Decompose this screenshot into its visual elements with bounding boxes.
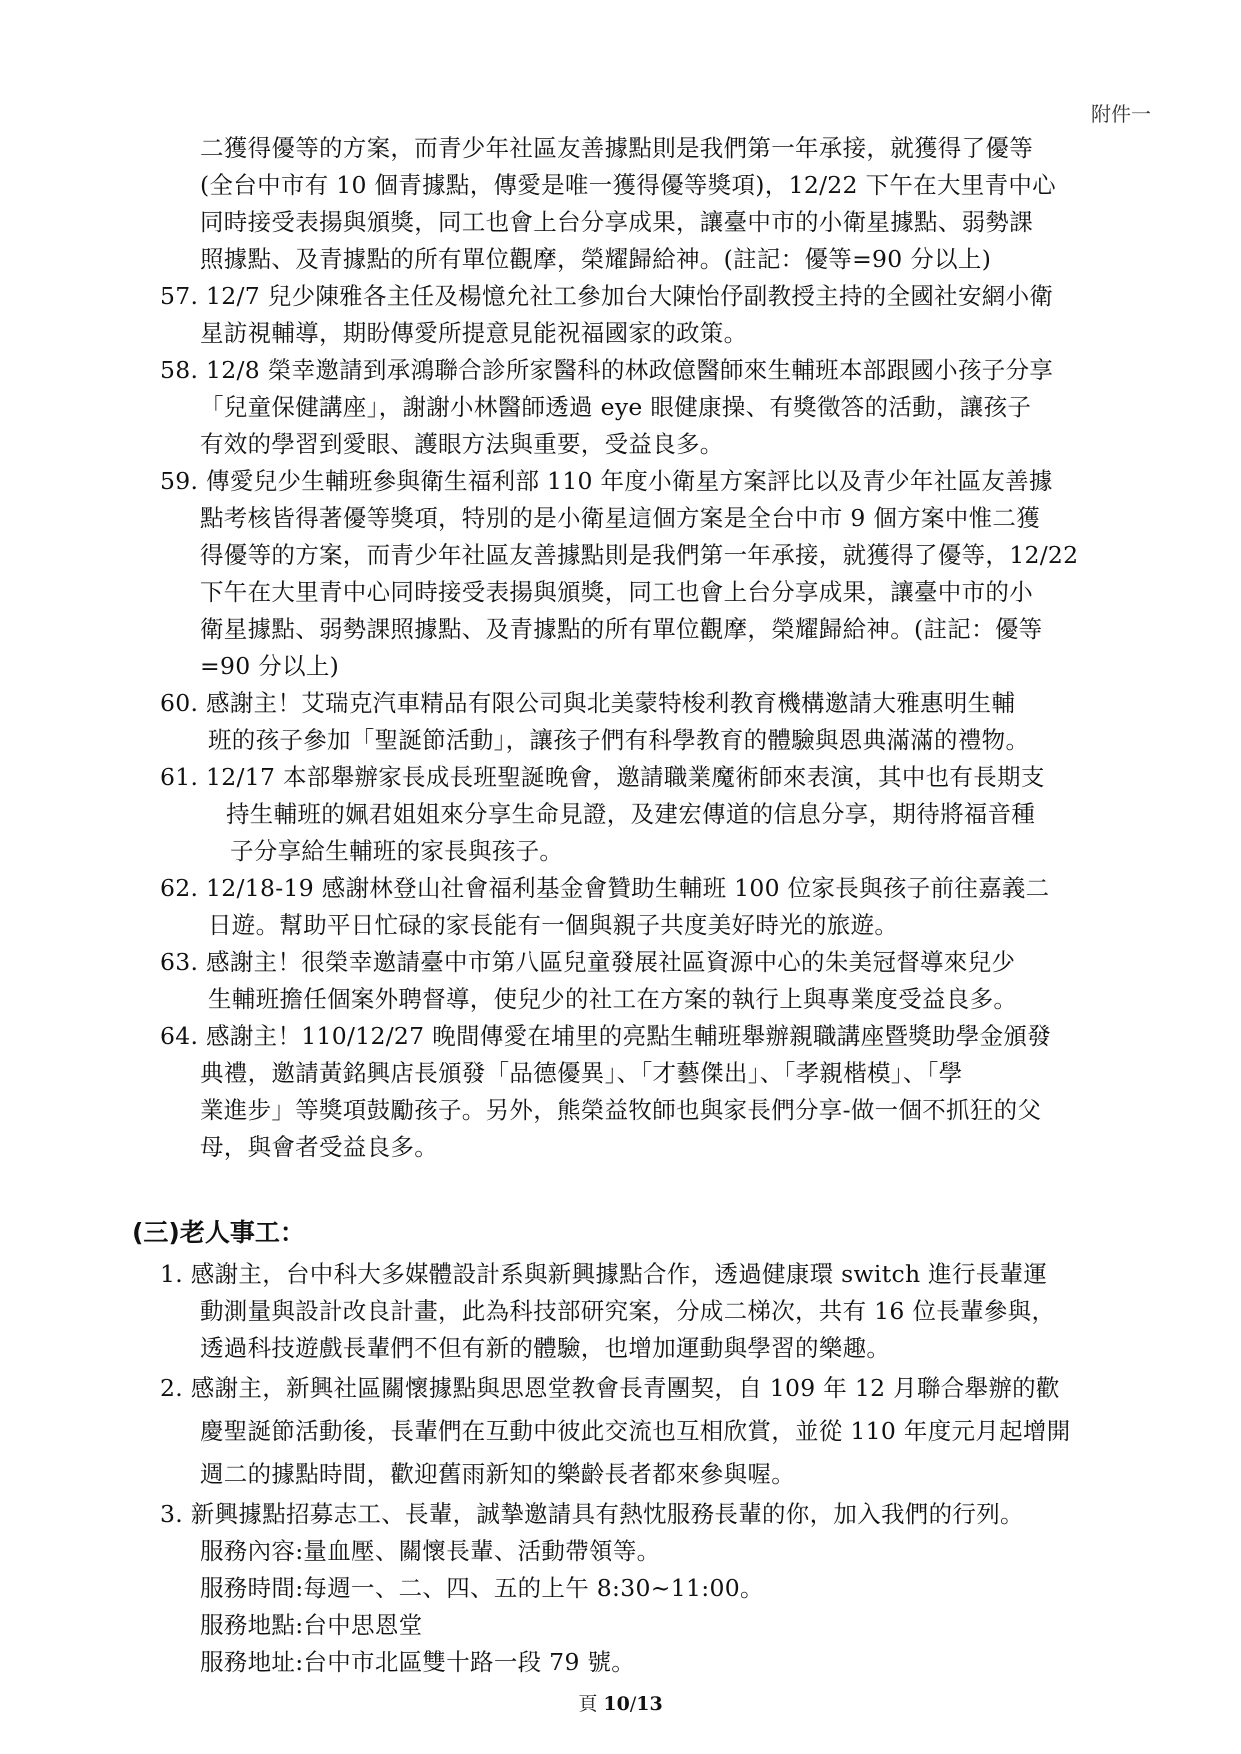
- text-line: 照據點、及青據點的所有單位觀摩，榮耀歸給神。(註記：優等=90 分以上): [200, 245, 992, 273]
- section-heading: (三)老人事工：: [132, 1218, 305, 1247]
- list-item-61: 61. 12/17 本部舉辦家長成長班聖誕晚會，邀請職業魔術師來表演，其中也有長期支: [160, 763, 1045, 791]
- text-line: 「兒童保健講座」，謝謝小林醫師透過 eye 眼健康操、有獎徵答的活動，讓孩子: [200, 393, 1032, 421]
- list-item-63: 63. 感謝主！很榮幸邀請臺中市第八區兒童發展社區資源中心的朱美冠督導來兒少: [160, 948, 1016, 976]
- text-line: 班的孩子參加「聖誕節活動」，讓孩子們有科學教育的體驗與恩典滿滿的禮物。: [208, 726, 1030, 754]
- page-separator: /: [629, 1693, 637, 1715]
- elder-item-2: 2. 感謝主，新興社區關懷據點與思恩堂教會長青團契，自 109 年 12 月聯合舉辦的歡: [160, 1374, 1060, 1402]
- service-time: 服務時間:每週一、二、四、五的上午 8:30~11:00。: [200, 1574, 764, 1602]
- attachment-label: 附件一: [1091, 102, 1151, 126]
- text-line: 有效的學習到愛眼、護眼方法與重要，受益良多。: [200, 430, 724, 458]
- list-item-58: 58. 12/8 榮幸邀請到承鴻聯合診所家醫科的林政億醫師來生輔班本部跟國小孩子分享: [160, 356, 1054, 384]
- text-line: 週二的據點時間，歡迎舊雨新知的樂齡長者都來參與喔。: [200, 1460, 795, 1488]
- page-total: 13: [636, 1693, 663, 1715]
- text-line: 持生輔班的姵君姐姐來分享生命見證，及建宏傳道的信息分享，期待將福音種: [226, 800, 1036, 828]
- text-line: 日遊。幫助平日忙碌的家長能有一個與親子共度美好時光的旅遊。: [208, 911, 899, 939]
- text-line: 二獲得優等的方案，而青少年社區友善據點則是我們第一年承接，就獲得了優等: [200, 134, 1033, 162]
- text-line: 透過科技遊戲長輩們不但有新的體驗，也增加運動與學習的樂趣。: [200, 1334, 891, 1362]
- list-item-59: 59. 傳愛兒少生輔班參與衛生福利部 110 年度小衛星方案評比以及青少年社區友善據: [160, 467, 1053, 495]
- service-place: 服務地點:台中思恩堂: [200, 1611, 423, 1639]
- text-line: 得優等的方案，而青少年社區友善據點則是我們第一年承接，就獲得了優等，12/22: [200, 541, 1079, 569]
- service-address: 服務地址:台中市北區雙十路一段 79 號。: [200, 1648, 636, 1676]
- text-line: 動測量與設計改良計畫，此為科技部研究案，分成二梯次，共有 16 位長輩參與，: [200, 1297, 1056, 1325]
- elder-item-1: 1. 感謝主，台中科大多媒體設計系與新興據點合作，透過健康環 switch 進行長輩運: [160, 1260, 1048, 1288]
- elder-item-3: 3. 新興據點招募志工、長輩，誠摯邀請具有熱忱服務長輩的你，加入我們的行列。: [160, 1500, 1024, 1528]
- text-line: =90 分以上): [200, 652, 340, 680]
- spacer: [160, 1166, 1150, 1210]
- document-body: [132, 130, 1150, 1681]
- text-line: 同時接受表揚與頒獎，同工也會上台分享成果，讓臺中市的小衛星據點、弱勢課: [200, 208, 1033, 236]
- text-line: (全台中市有 10 個青據點，傳愛是唯一獲得優等獎項)，12/22 下午在大里青中心: [200, 171, 1056, 199]
- text-line: 典禮，邀請黃銘興店長頒發「品德優異」、「才藝傑出」、「孝親楷模」、「學: [200, 1059, 963, 1087]
- text-line: 母，與會者受益良多。: [200, 1133, 438, 1161]
- page-number: 10: [603, 1693, 630, 1715]
- text-line: 慶聖誕節活動後，長輩們在互動中彼此交流也互相欣賞，並從 110 年度元月起增開: [200, 1417, 1071, 1445]
- list-item-62: 62. 12/18-19 感謝林登山社會福利基金會贊助生輔班 100 位家長與孩子前往嘉義二: [160, 874, 1050, 902]
- list-item-60: 60. 感謝主！艾瑞克汽車精品有限公司與北美蒙特梭利教育機構邀請大雅惠明生輔: [160, 689, 1016, 717]
- text-line: 點考核皆得著優等獎項，特別的是小衛星這個方案是全台中市 9 個方案中惟二獲: [200, 504, 1040, 532]
- text-line: 星訪視輔導，期盼傳愛所提意見能祝福國家的政策。: [200, 319, 748, 347]
- text-line: 生輔班擔任個案外聘督導，使兒少的社工在方案的執行上與專業度受益良多。: [208, 985, 1018, 1013]
- text-line: 業進步」等獎項鼓勵孩子。另外，熊榮益牧師也與家長們分享-做一個不抓狂的父: [200, 1096, 1042, 1124]
- page-footer: [0, 1689, 1241, 1716]
- text-line: 下午在大里青中心同時接受表揚與頒獎，同工也會上台分享成果，讓臺中市的小: [200, 578, 1033, 606]
- text-line: 子分享給生輔班的家長與孩子。: [230, 837, 564, 865]
- text-line: 衛星據點、弱勢課照據點、及青據點的所有單位觀摩，榮耀歸給神。(註記：優等: [200, 615, 1043, 643]
- service-content: 服務內容:量血壓、關懷長輩、活動帶領等。: [200, 1537, 661, 1565]
- list-item-64: 64. 感謝主！110/12/27 晚間傳愛在埔里的亮點生輔班舉辦親職講座暨獎助學金頒發: [160, 1022, 1052, 1050]
- page-label: 頁: [578, 1693, 598, 1715]
- list-item-57: 57. 12/7 兒少陳雅各主任及楊憶允社工參加台大陳怡伃副教授主持的全國社安網小衛: [160, 282, 1054, 310]
